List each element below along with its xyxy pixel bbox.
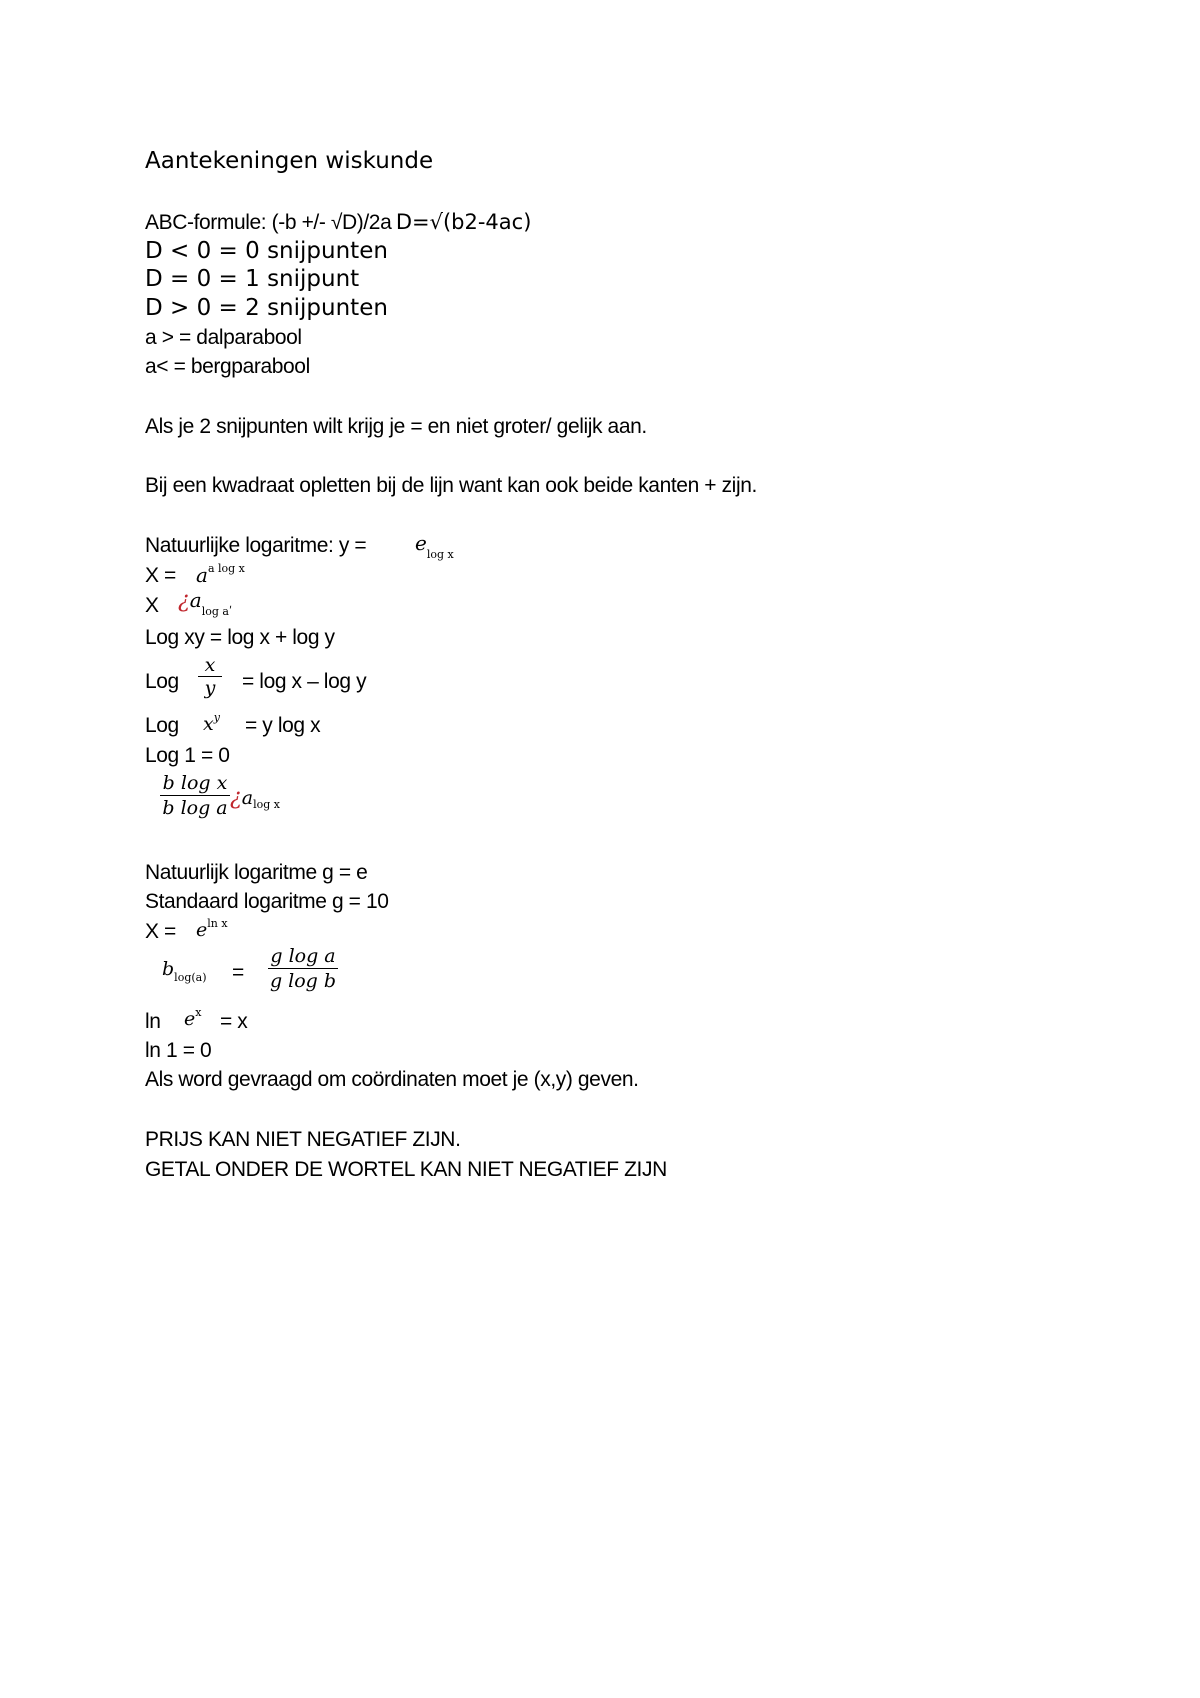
ln-one: ln 1 = 0 <box>145 1039 212 1062</box>
base-e: e <box>184 1008 196 1030</box>
x-equals-label: X = <box>145 920 176 943</box>
garbled-glyph: ¿ <box>230 785 242 810</box>
equals-sign: = <box>232 961 244 984</box>
power-label: Log <box>145 714 179 737</box>
superscript: x <box>195 1006 202 1019</box>
natural-log-label: Natuurlijke logaritme: y = <box>145 534 367 557</box>
case-line: D = 0 = 1 snijpunt <box>145 266 360 292</box>
product-rule: Log xy = log x + log y <box>145 626 335 649</box>
b-log-expression <box>162 958 207 984</box>
subscript: log x <box>426 548 454 561</box>
log-one: Log 1 = 0 <box>145 744 230 767</box>
case-line: D > 0 = 2 snijpunten <box>145 295 388 321</box>
power-rhs: = y log x <box>245 714 321 737</box>
numerator: b log x <box>162 772 228 794</box>
garbled-glyph: ¿ <box>178 588 190 613</box>
caps-note: PRIJS KAN NIET NEGATIEF ZIJN. <box>145 1128 461 1151</box>
note-line: Als je 2 snijpunten wilt krijg je = en niet groter/ gelijk aan. <box>145 415 647 438</box>
x-power-expression <box>196 562 245 587</box>
numerator: g log a <box>270 945 336 967</box>
ln-label: ln <box>145 1010 161 1033</box>
discriminant-formula: D=√(b2-4ac) <box>395 210 532 234</box>
base-b: b <box>162 958 175 980</box>
caps-note: GETAL ONDER DE WORTEL KAN NIET NEGATIEF ZIJN <box>145 1158 667 1181</box>
quotient-rhs: = log x – log y <box>242 670 367 693</box>
case-line: D < 0 = 0 snijpunten <box>145 238 388 264</box>
base-a: a <box>189 588 202 612</box>
abc-formula-line <box>145 212 531 233</box>
base-a: a <box>196 563 208 587</box>
log-ratio-fraction <box>268 944 338 993</box>
e-power-expression <box>196 917 228 941</box>
power-expression <box>203 711 220 735</box>
change-base-rhs <box>230 787 280 809</box>
subscript: log(a) <box>174 971 207 984</box>
x-label: X <box>145 594 159 617</box>
standard-log-def: Standaard logaritme g = 10 <box>145 890 389 913</box>
denominator: b log a <box>162 797 228 819</box>
subscript: log aʹ <box>201 605 233 618</box>
ln-rhs: = x <box>220 1010 248 1033</box>
superscript: a log x <box>207 562 245 575</box>
base-e: e <box>196 919 208 941</box>
denominator: y <box>204 677 216 699</box>
base-a: a <box>241 787 254 809</box>
quotient-fraction <box>198 654 222 699</box>
natural-log-expression <box>415 531 454 561</box>
change-base-fraction <box>160 771 230 820</box>
abc-formula: ABC-formule: (-b +/- √D)/2a <box>145 211 392 234</box>
ln-e-power <box>184 1006 202 1030</box>
note-line: Bij een kwadraat opletten bij de lijn want kan ook beide kanten + zijn. <box>145 474 757 497</box>
parabola-line: a > = dalparabool <box>145 326 302 349</box>
numerator: x <box>204 654 216 676</box>
quotient-label: Log <box>145 670 179 693</box>
x-equals-label: X = <box>145 564 176 587</box>
denominator: g log b <box>269 970 337 992</box>
base-x: x <box>203 713 214 735</box>
parabola-line: a< = bergparabool <box>145 355 310 378</box>
superscript: y <box>213 711 220 724</box>
subscript: log x <box>253 798 281 811</box>
base-e: e <box>415 531 427 555</box>
natural-log-def: Natuurlijk logaritme g = e <box>145 861 368 884</box>
coords-note: Als word gevraagd om coördinaten moet je (x,y) geven. <box>145 1068 639 1091</box>
x-garbled-expression <box>178 588 233 618</box>
page-title: Aantekeningen wiskunde <box>145 148 434 174</box>
superscript: ln x <box>207 917 228 930</box>
